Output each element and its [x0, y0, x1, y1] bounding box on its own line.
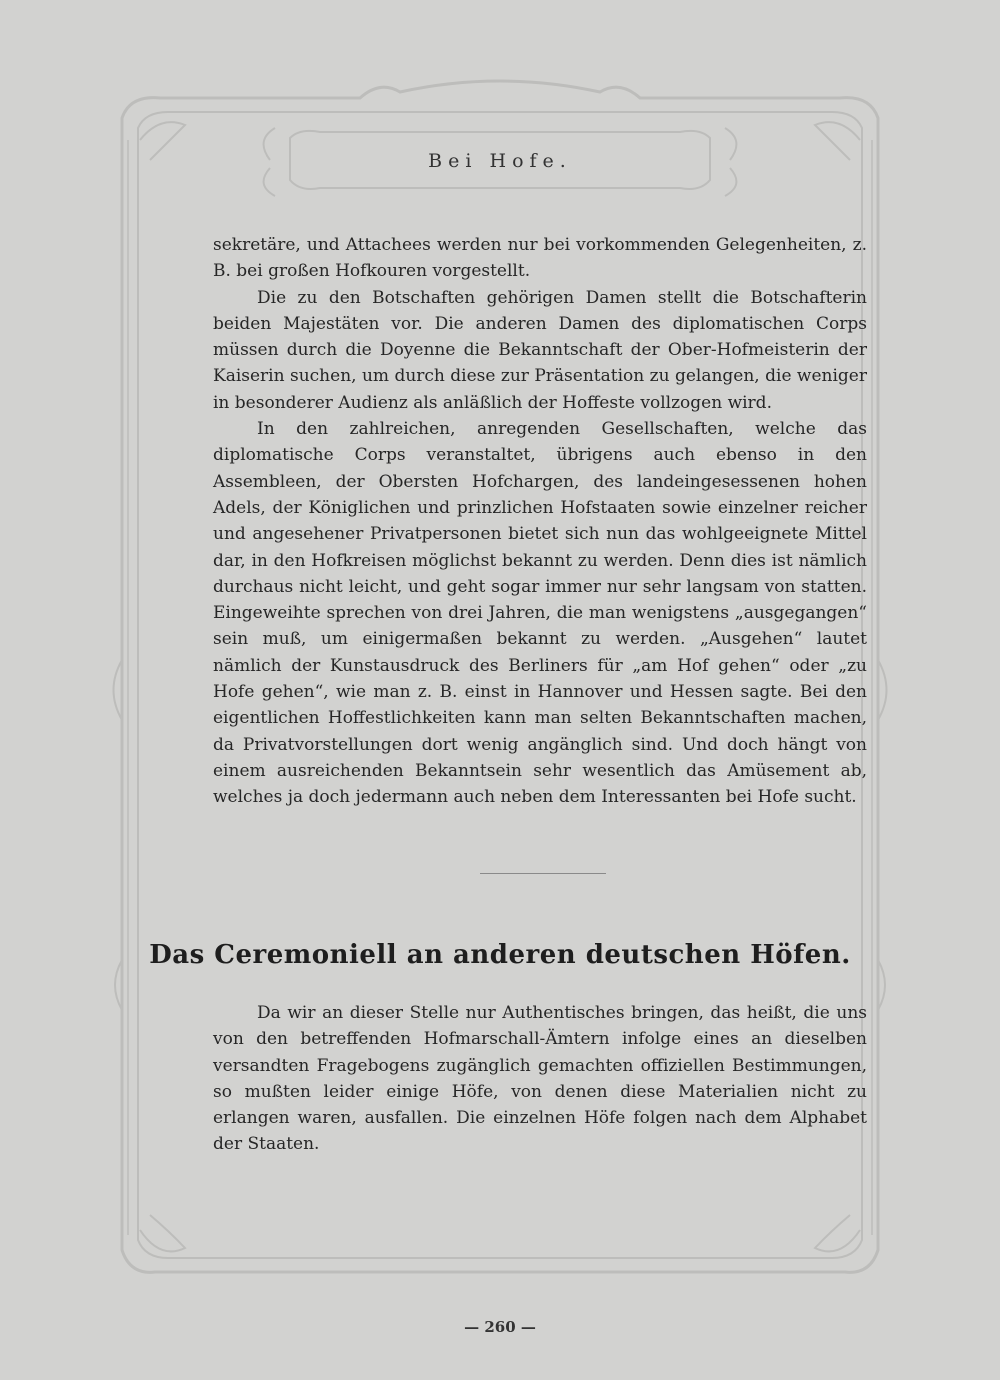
section-divider — [480, 873, 606, 874]
paragraph: Die zu den Botschaften gehörigen Damen stellt die Botschafterin beiden Majestäten vor. Die anderen Damen des diplomatischen Corps müssen durch die Doyenne die Bekanntschaft der Ober-Hofmeisterin der Kaiserin suchen, um durch diese zur Präsentation zu gelangen, die weniger in besonderer Audienz als anläßlich der Hoffeste vollzogen wird. — [213, 287, 867, 413]
body-text — [213, 232, 867, 811]
paragraph: sekretäre, und Attachees werden nur bei vorkommenden Gelegenheiten, z. B. bei großen Hofkouren vorgestellt. — [213, 235, 867, 282]
paragraph: Da wir an dieser Stelle nur Authentisches bringen, das heißt, die uns von den betreffenden Hofmarschall-Ämtern infolge eines an dieselben versandten Fragebogens zugänglich gemachten offiziellen Bestimmungen, so mußten leider einige Höfe, von denen diese Materialien nicht zu erlangen waren, ausfallen. Die einzelnen Höfe folgen nach dem Alphabet der Staaten. — [213, 1003, 867, 1155]
section-text — [213, 1000, 867, 1158]
section-heading: Das Ceremoniell an anderen deutschen Höfen. — [149, 940, 851, 970]
page-number: — 260 — — [464, 1318, 536, 1336]
running-header: Bei Hofe. — [428, 150, 572, 172]
paragraph: In den zahlreichen, anregenden Gesellschaften, welche das diplomatische Corps veranstaltet, übrigens auch ebenso in den Assembleen, der Obersten Hofchargen, des landeingesessenen hohen Adels, der Königlichen und prinzlichen Hofstaaten sowie einzelner reicher und angesehener Privatpersonen bietet sich nun das wohlgeeignete Mittel dar, in den Hofkreisen möglichst bekannt zu werden. Denn dies ist nämlich durchaus nicht leicht, und geht sogar immer nur sehr langsam von statten. Eingeweihte sprechen von drei Jahren, die man wenigstens „ausgegangen“ sein muß, um einigermaßen bekannt zu werden. „Ausgehen“ lautet nämlich der Kunstausdruck des Berliners für „am Hof gehen“ oder „zu Hofe gehen“, wie man z. B. einst in Hannover und Hessen sagte. Bei den eigentlichen Hoffestlichkeiten kann man selten Bekanntschaften machen, da Privatvorstellungen dort wenig angänglich sind. Und doch hängt von einem ausreichenden Bekanntsein sehr wesentlich das Amüsement ab, welches ja doch jedermann auch neben dem Interessanten bei Hofe sucht. — [213, 419, 867, 808]
